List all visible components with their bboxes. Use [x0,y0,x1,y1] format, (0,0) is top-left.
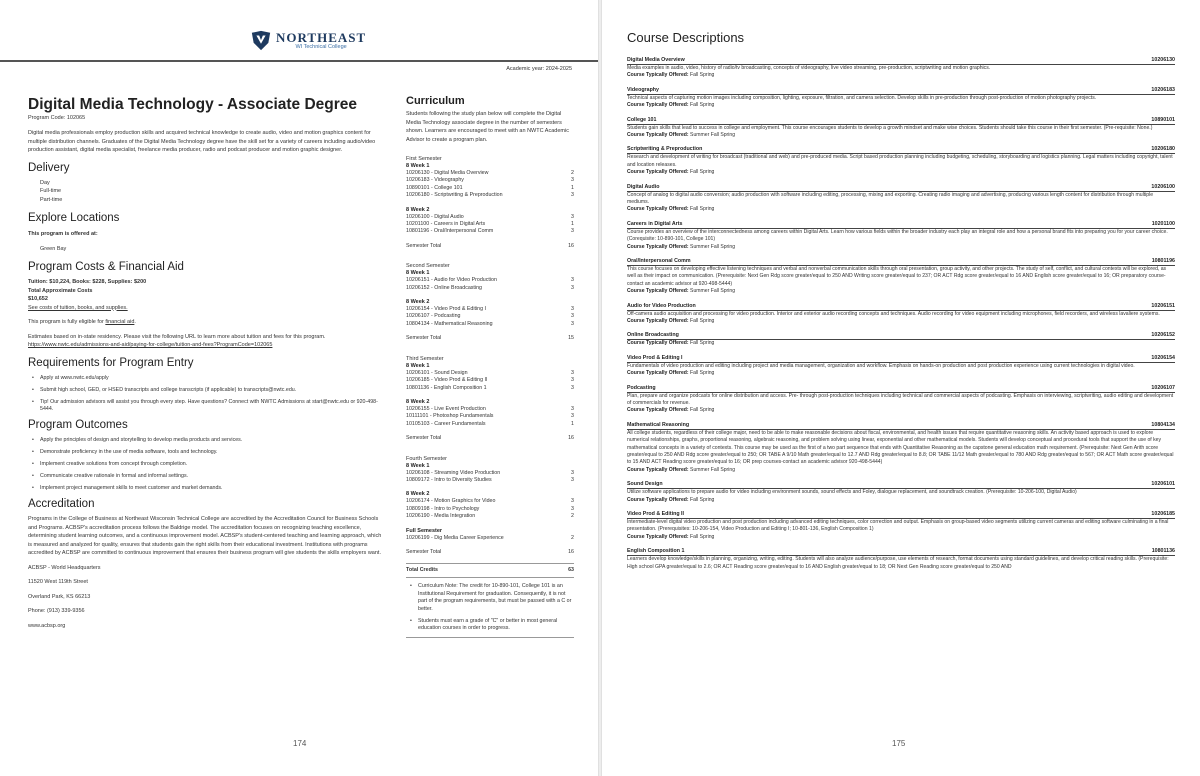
curriculum-note: • Curriculum Note: The credit for 10-890-101, College 101 is an Institutional Requirement for graduation. Consequently, it is not part of the program requirements, but must be passed with a C or better. [406,583,574,613]
offered-label: Course Typically Offered: [627,243,689,250]
offered-label: Course Typically Offered: [627,407,689,414]
course-description [627,117,1175,140]
course-name: 10201100 - Careers in Digital Arts [406,221,486,228]
semester-title: First Semester [406,156,442,162]
course-credits: 3 [571,469,574,476]
course-title: Mathematical Reasoning [627,421,690,428]
week-title: 8 Week 1 [406,362,430,369]
course-description [627,548,1175,571]
course-code: 10890101 [1151,116,1175,123]
course-desc: Fundamentals of video production and editing including project and media management, organization and workflow. Emphasis on hands-on production and post production experience using current technologies in digital video. [627,362,1135,369]
semester-total-row [406,549,574,556]
requirement-item: • Tip! Our admission advisors will assist you through every step. Have questions? Connect with NWTC Admissions at start@nwtc.edu or 920-498-5444. [28,399,386,414]
course-row [406,214,574,221]
week-title: Full Semester [406,527,443,534]
outcome-item: • Apply the principles of design and storytelling to develop media products and services. [28,437,386,445]
course-description [627,385,1175,415]
week-title: 8 Week 2 [406,491,430,498]
estimates-note: Estimates based on in-state residency. Please visit the following URL to learn more about tuition and fees for this program. [28,333,326,340]
financial-aid-link[interactable]: financial aid [105,319,135,325]
course-header [627,258,1175,266]
course-offered [627,407,1175,414]
course-code: 10206101 [1151,481,1175,488]
course-offered [627,288,1175,295]
total-credits-row [406,567,574,574]
offered-label: Course Typically Offered: [627,533,689,540]
course-code: 10206154 [1151,354,1175,361]
course-name: 10206183 - Videography [406,177,464,184]
curriculum-intro: Students following the study plan below will complete the Digital Media Technology associate degree in the number of semesters shown. Learners are encouraged to meet with an NWTC Academic Advisor to create a program plan. [406,111,569,143]
course-row [406,185,574,192]
course-name: 10206151 - Audio for Video Production [406,277,497,284]
course-header [627,511,1175,519]
course-row [406,477,574,484]
accreditation-heading: Accreditation [28,498,95,510]
tuition-url[interactable]: https://www.nwtc.edu/admissions-and-aid/paying-for-college/tuition-and-fees?ProgramCode=102065 [28,342,273,348]
course-credits: 1 [571,420,574,427]
course-row [406,277,574,284]
course-offered [627,72,1175,79]
delivery-heading: Delivery [28,161,70,174]
course-header [627,385,1175,393]
logo-name: NORTHEAST [276,30,367,45]
semester-total-value: 16 [568,435,574,442]
total-credits-value: 63 [568,567,574,574]
offered-label: Course Typically Offered: [627,496,689,503]
course-row [406,192,574,199]
course-row [406,285,574,292]
course-header [627,184,1175,192]
left-page [0,0,598,776]
acbsp-city: Overland Park, KS 66213 [28,593,91,600]
course-header [627,548,1175,556]
program-code: Program Code: 102065 [28,115,86,121]
course-credits: 3 [571,505,574,512]
course-header [627,146,1175,154]
course-row [406,535,574,542]
course-title: Careers in Digital Arts [627,220,683,227]
course-desc: Off-camera audio acquisition and processing for video production. Interior and exterior audio recording concepts and techniques. Audio recording for video equipment including microphones, field recorders, and wireless lavaliere systems. [627,310,1160,317]
course-credits: 1 [571,184,574,191]
curriculum-heading: Curriculum [406,95,465,107]
semester-block [406,356,574,443]
course-description [627,258,1175,295]
course-offered [627,318,1175,325]
semester-block [406,263,574,342]
course-code: 10206107 [1151,384,1175,391]
semester-total-row [406,435,574,442]
offered-label: Course Typically Offered: [627,340,689,347]
course-credits: 1 [571,221,574,228]
course-desc: Intermediate-level digital video production and post production including advanced editing techniques, color correction and output. Emphasis on group-based video segments utilizing current cameras and editing software culminating in a final presentation. (Prerequisites: 10-206-154, Video Production and Editing I; 10-801-136, English Composition 1) [627,519,1169,533]
outcomes-list [28,437,386,493]
course-credits: 3 [571,177,574,184]
course-code: 10206180 [1151,146,1175,153]
right-page [602,0,1200,776]
course-title: Oral/Interpersonal Comm [627,258,691,264]
course-credits: 3 [571,369,574,376]
costs-heading: Program Costs & Financial Aid [28,261,184,273]
header-divider [0,60,598,62]
semester-title: Second Semester [406,263,450,270]
course-name: 10801136 - English Composition 1 [406,384,487,391]
course-credits: 2 [571,534,574,541]
course-offered [627,467,1175,474]
curriculum-notes [406,583,574,633]
offered-terms: Summer Fall Spring [690,243,736,250]
offered-at-label: This program is offered at: [28,231,98,237]
course-row [406,170,574,177]
course-credits: 3 [571,277,574,284]
delivery-list [28,179,386,205]
page-number-left: 174 [293,739,307,748]
course-title: Podcasting [627,384,656,391]
course-credits: 3 [571,377,574,384]
curriculum-note: • Students must earn a grade of "C" or better in most general education courses in order to progress. [406,618,574,633]
course-description-list [627,57,1175,578]
course-title: Online Broadcasting [627,332,679,339]
course-description [627,87,1175,110]
offered-terms: Fall Spring [690,169,715,176]
offered-terms: Summer Fall Spring [690,466,736,473]
course-row [406,406,574,413]
week-title: 8 Week 1 [406,163,430,169]
week-title: 8 Week 1 [406,270,430,277]
course-description [627,355,1175,378]
course-title: Sound Design [627,481,663,488]
course-code: 10804134 [1151,421,1175,428]
course-code: 10206130 [1151,57,1175,63]
semester-total-row [406,335,574,342]
offered-terms: Fall Spring [690,533,715,540]
course-desc: This course focuses on developing effective listening techniques and verbal and nonverbal communication skills through oral presentation, group activity, and other projects. The study of self, conflict, and cultural contexts will be explored, as well as their impact on communication. (Prerequisite: Next Gen Rdg score greater/equal to 250 AND Writing score greater/equal to 237; OR ACT Rdg score greater/equal to 16 AND English score greater/equal to 16; OR preparatory course-contact an academic advisor at 920-498-5444) [627,266,1167,287]
course-header [627,303,1175,311]
course-credits: 3 [571,320,574,327]
course-title: Digital Media Overview [627,57,685,63]
offered-label: Course Typically Offered: [627,102,689,109]
course-credits: 3 [571,284,574,291]
total-divider [406,577,574,578]
total-costs-label: Total Approximate Costs [28,287,93,294]
course-desc: Learners develop knowledge/skills in planning, organizing, writing, editing. Students will also analyze audience/purpose, use elements of research, format documents using standard guidelines, and develop critical reading skills. (Prerequisite: High school GPA greater/equal to 2.6; OR ACT Reading score greater/equal to 16 AND English greater/equal to 18; OR Next Gen Reading score greater/equal to 250 AND [627,556,1169,570]
course-name: 10206199 - Dig Media Career Experience [406,534,504,541]
semester-total-label: Semester Total [406,242,442,249]
course-desc: All college students, regardless of their college major, need to be able to make reasonable decisions about fiscal, environmental, and health issues that require quantitative reasoning skills. An activity based approach is used to explore numerical relationships, graphs, proportional reasoning, algebraic reasoning, and problem solving using linear, exponential and other mathematical models. Students will develop conceptual and procedural tools that support the use of key mathematical concepts in a variety of contexts. This course may be used as the first of a two part sequence that ends with Quantitative Reasoning as the capstone general education math requirement. (Prerequisite: Next Gen Arith score greater/equal to 250 AND Rdg score greater/equal to 250; OR TABE A 9/10 Math greater/equal to 12.7 AND Rdg greater/equal to 8.8; OR TABE 11/12 Math greater/equal to 780 AND Rdg greater/equal to 567; OR ACT Math score greater/equal to 15 AND ACT Reading score greater/equal to 16; OR prep courses-contact an academic advisor 920-498-5444) [627,429,1174,466]
course-row [406,421,574,428]
week-title: 8 Week 1 [406,462,430,469]
curriculum-column [406,95,574,638]
semester-block [406,156,574,250]
course-description [627,146,1175,176]
requirement-item: • Submit high school, GED, or HSED transcripts and college transcripts (if applicable) to transcripts@nwtc.edu. [28,387,386,395]
outcomes-heading: Program Outcomes [28,419,128,431]
acbsp-phone: Phone: (913) 339-9356 [28,608,85,614]
course-credits: 3 [571,405,574,412]
course-name: 10206185 - Video Prod & Editing II [406,377,488,384]
offered-terms: Fall Spring [690,206,715,213]
course-desc: Research and development of writing for broadcast (traditional and web) and pre-produced media. Script based production planning including budgeting, scheduling, storyboarding and logistics planning. Legal matters including copyright, talent and location releases. [627,154,1173,168]
course-row [406,506,574,513]
course-credits: 3 [571,306,574,313]
acbsp-street: 11520 West 119th Street [28,579,88,585]
semester-list [406,156,574,556]
course-name: 10206155 - Live Event Production [406,405,486,412]
course-desc: Concept of analog to digital audio conversion; audio production with software including editing, processing, mixing and exporting. Creating radio imaging and advertising, producing various length content for distribution through multiple mediums. [627,191,1154,205]
costs-link[interactable]: See costs of tuition, books, and supplies. [28,304,128,311]
course-name: 10801196 - Oral/Interpersonal Comm [406,228,494,235]
offered-label: Course Typically Offered: [627,132,689,138]
course-offered [627,169,1175,176]
course-name: 10206108 - Streaming Video Production [406,469,501,476]
course-credits: 3 [571,498,574,505]
offered-terms: Fall Spring [690,496,715,503]
requirements-heading: Requirements for Program Entry [28,356,194,369]
week-title: 8 Week 2 [406,206,430,213]
course-name: 10206107 - Podcasting [406,313,461,320]
course-offered [627,132,1175,139]
financial-aid-end: . [134,319,136,325]
semester-total-row [406,243,574,250]
course-description [627,511,1175,541]
semester-title: Fourth Semester [406,455,447,462]
course-offered [627,102,1175,109]
locations-heading: Explore Locations [28,212,120,224]
delivery-item: Part-time [40,196,63,203]
academic-year: Academic year: 2024-2025 [506,66,572,72]
course-code: 10206151 [1151,302,1175,309]
course-header [627,117,1175,125]
logo-subtitle: WI Technical College [295,44,347,50]
course-name: 10206152 - Online Broadcasting [406,284,482,291]
offered-label: Course Typically Offered: [627,318,689,325]
course-header [627,422,1175,430]
course-code: 10206185 [1151,511,1175,518]
acbsp-name: ACBSP - World Headquarters [28,564,101,571]
page-number-right: 175 [892,739,906,748]
outcome-item: • Implement creative solutions from concept through completion. [28,461,386,469]
course-row [406,513,574,520]
course-code: 10201100 [1151,220,1175,227]
course-header [627,87,1175,95]
course-desc: Plan, prepare and organize podcasts for online distribution and access. Pre- through post-production techniques including technical and commercial aspects of podcasting. Emphasis on interviewing, scriptwriting, audio editing and development of commercials for revenue. [627,392,1174,406]
course-credits: 3 [571,476,574,483]
offered-label: Course Typically Offered: [627,466,689,473]
course-name: 10105103 - Career Fundamentals [406,420,486,427]
course-credits: 2 [571,513,574,520]
offered-label: Course Typically Offered: [627,370,689,377]
course-offered [627,370,1175,377]
course-credits: 3 [571,213,574,220]
course-offered [627,340,1175,347]
course-name: 10206130 - Digital Media Overview [406,170,489,176]
course-row [406,228,574,235]
course-code: 10206100 [1151,183,1175,190]
course-desc: Media examples in audio, video, history of radio/tv broadcasting, concepts of videography, live video streaming, pre-production, scriptwriting and motion graphics. [627,65,991,71]
total-divider [406,563,574,564]
course-title: Audio for Video Production [627,302,696,309]
course-name: 10809198 - Intro to Psychology [406,505,480,512]
course-offered [627,206,1175,213]
program-description: Digital media professionals employ production skills and acquired technical knowledge to create audio, video and motion graphics content for multiple distribution channels. Graduates of the Digital Media Technology degree have the skill set for a variety of careers including audio/video production assistant, digital media specialist, freelance media producer, radio and podcast producer and motion graphic designer. [28,130,376,153]
offered-terms: Summer Fall Spring [690,132,736,138]
location-item: Green Bay [40,245,67,252]
course-name: 10206154 - Video Prod & Editing I [406,306,487,313]
course-header [627,332,1175,340]
program-title: Digital Media Technology - Associate Degree [28,96,358,113]
offered-terms: Fall Spring [690,407,715,414]
course-name: 10206190 - Media Integration [406,513,476,520]
course-name: 10206101 - Sound Design [406,369,468,376]
delivery-item: Full-time [40,188,62,194]
semester-total-label: Semester Total [406,435,442,442]
program-column [28,95,386,630]
course-code: 10206152 [1151,332,1175,339]
semester-total-value: 15 [568,335,574,342]
offered-terms: Summer Fall Spring [690,288,736,295]
outcome-item: • Implement project management skills to meet customer and market demands. [28,485,386,493]
course-row [406,498,574,505]
course-title: Digital Audio [627,183,660,190]
course-offered [627,244,1175,251]
total-costs-value: $10,652 [28,296,48,302]
course-row [406,413,574,420]
course-description [627,332,1175,347]
course-credits: 3 [571,192,574,199]
course-name: 10206100 - Digital Audio [406,213,464,220]
offered-terms: Fall Spring [690,72,715,79]
notes-divider [406,637,574,638]
semester-total-value: 16 [568,548,574,555]
course-name: 10804134 - Mathematical Reasoning [406,320,493,327]
offered-terms: Fall Spring [690,340,715,347]
course-desc: Students gain skills that lead to success in college and employment. This course encourages students to develop a growth mindset and make wise choices. Students should take this course in their first semester. (Pre-requisite: None.) [627,124,1153,131]
week-title: 8 Week 2 [406,398,430,405]
course-credits: 3 [571,384,574,391]
course-name: 10111101 - Photoshop Fundamentals [406,413,494,420]
course-code: 10206183 [1151,86,1175,93]
offered-label: Course Typically Offered: [627,169,689,176]
course-row [406,313,574,320]
week-title: 8 Week 2 [406,299,430,306]
semester-title: Third Semester [406,355,444,362]
course-title: College 101 [627,116,657,123]
course-desc: Utilize software applications to prepare audio for video including environment sounds, sound effects and Foley, dialogue replacement, and soundtrack creation. (Prerequisite: 10-206-100, Digital Audio) [627,489,1077,496]
course-row [406,370,574,377]
course-row [406,377,574,384]
course-code: 10801136 [1151,548,1175,555]
course-name: 10890101 - College 101 [406,184,463,191]
requirements-list [28,375,386,414]
accreditation-text: Programs in the College of Business at Northeast Wisconsin Technical College are accredited by the Accreditation Council for Business Schools and Programs. ACBSP's accreditation process follows the Baldrige model. The accreditation focuses on recognizing teaching excellence, determining student learning outcomes, and a continuous improvement model. ACBSP's student-centered teaching and learning approach, which is measured and analyzed for quality, ensures that students gain the right skills from their educational investment. Institutions with programs accredited by ACBSP are committed to continuous improvement that ensures their business program will give students the skills employers want. [28,516,382,556]
course-offered [627,497,1175,504]
course-credits: 3 [571,228,574,235]
course-header [627,481,1175,489]
course-row [406,306,574,313]
course-description [627,422,1175,474]
course-row [406,221,574,228]
outcome-item: • Communicate creative rationale in formal and informal settings. [28,473,386,481]
semester-block [406,456,574,557]
course-description [627,221,1175,251]
course-offered [627,534,1175,541]
course-credits: 3 [571,313,574,320]
course-row [406,177,574,184]
semester-total-label: Semester Total [406,335,442,342]
shield-logo-icon [250,30,272,52]
course-name: 10809172 - Intro to Diversity Studies [406,476,492,483]
course-credits: 3 [571,413,574,420]
offered-label: Course Typically Offered: [627,72,689,79]
course-row [406,470,574,477]
requirement-item: • Apply at www.nwtc.edu/apply [28,375,386,383]
course-description [627,481,1175,504]
course-description [627,184,1175,214]
course-row [406,385,574,392]
course-name: 10206174 - Motion Graphics for Video [406,498,496,505]
course-desc: Technical aspects of capturing motion images including composition, lighting, exposure, filtration, and camera selection. Develop skills in pre-production through post-production of motion photography projects. [627,94,1097,101]
course-title: English Composition 1 [627,548,685,555]
course-header [627,57,1175,65]
course-desc: Course provides an overview of the interconnectedness among careers within Digital Arts. Learn how various fields within the broader industry each play an integral role and how a personal brand fits into preparing you for your career choice. (Corequisite: 10-890-101, College 101) [627,228,1168,243]
course-title: Videography [627,86,659,93]
tuition-line: Tuition: $10,224, Books: $228, Supplies: $200 [28,279,147,285]
outcome-item: • Demonstrate proficiency in the use of media software, tools and technology. [28,449,386,457]
total-credits-label: Total Credits [406,567,438,574]
course-title: Video Prod & Editing I [627,354,683,361]
course-row [406,321,574,328]
college-logo [250,30,366,52]
course-header [627,221,1175,229]
semester-total-label: Semester Total [406,548,442,555]
offered-terms: Fall Spring [690,102,715,109]
acbsp-website[interactable]: www.acbsp.org [28,622,66,629]
offered-terms: Fall Spring [690,370,715,377]
course-description [627,57,1175,80]
course-credits: 2 [571,170,574,176]
semester-total-value: 16 [568,242,574,249]
course-title: Video Prod & Editing II [627,511,684,518]
offered-label: Course Typically Offered: [627,288,689,295]
course-name: 10206180 - Scriptwriting & Preproduction [406,192,503,199]
financial-aid-text: This program is fully eligible for [28,319,106,325]
course-title: Scriptwriting & Preproduction [627,146,703,153]
course-descriptions-heading: Course Descriptions [627,30,745,45]
course-code: 10801196 [1151,258,1175,264]
course-description [627,303,1175,326]
financial-aid-line [28,318,386,327]
offered-label: Course Typically Offered: [627,206,689,213]
delivery-item: Day [40,179,50,186]
course-header [627,355,1175,363]
offered-terms: Fall Spring [690,318,715,325]
